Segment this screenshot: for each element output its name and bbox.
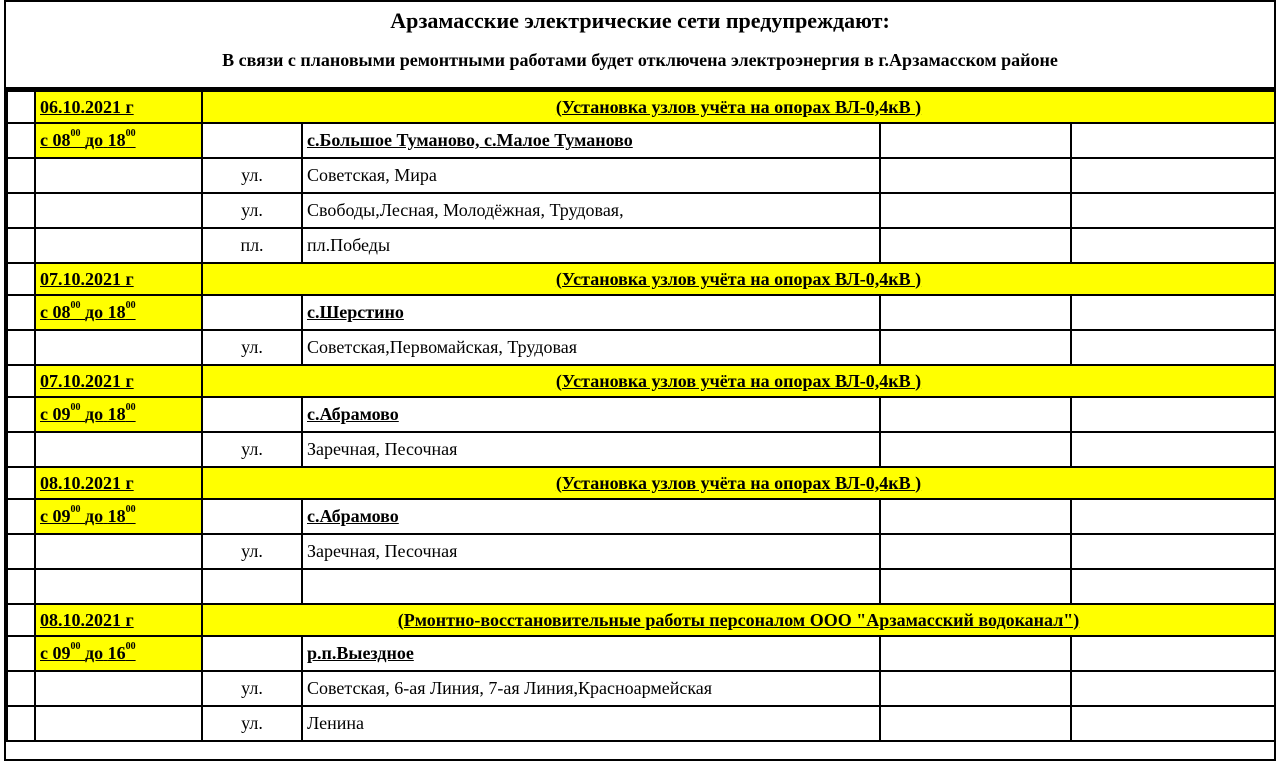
time-range-cell: [35, 193, 202, 228]
time-to-word: до: [85, 130, 104, 150]
street-row: [7, 432, 1275, 467]
settlement-row: [7, 499, 1275, 534]
street-names-cell: Советская,Первомайская, Трудовая: [302, 330, 880, 365]
settlement-name-cell: с.Шерстино: [302, 295, 880, 330]
extra-cell: [880, 636, 1071, 671]
time-to-hour: 18: [107, 302, 126, 322]
time-range-cell: [35, 228, 202, 263]
time-from-hour: 08: [52, 130, 71, 150]
time-to-minutes: 00: [125, 504, 136, 515]
time-to-word: до: [85, 302, 104, 322]
extra-cell: [880, 706, 1071, 741]
time-range-cell: [35, 330, 202, 365]
settlement-row: [7, 636, 1275, 671]
street-row: [7, 706, 1275, 741]
type-cell: [202, 636, 302, 671]
work-description-cell: (Установка узлов учёта на опорах ВЛ-0,4кВ ): [202, 91, 1275, 123]
row-marker-cell: [7, 228, 35, 263]
date-cell: 07.10.2021 г: [35, 263, 202, 295]
outage-notice-sheet: [4, 0, 1276, 761]
extra-cell: [880, 432, 1071, 467]
time-from-hour: 09: [52, 643, 71, 663]
time-from-minutes: 00: [70, 128, 81, 139]
time-range-cell: [35, 432, 202, 467]
schedule-date-row: [7, 604, 1275, 636]
time-range-cell: [35, 158, 202, 193]
work-description-cell: (Установка узлов учёта на опорах ВЛ-0,4кВ ): [202, 467, 1275, 499]
extra-cell: [1071, 193, 1275, 228]
time-range-cell: [35, 706, 202, 741]
schedule-date-row: [7, 467, 1275, 499]
extra-cell: [880, 330, 1071, 365]
extra-cell: [880, 123, 1071, 158]
time-from-word: с: [40, 506, 48, 526]
settlement-name-cell: р.п.Выездное: [302, 636, 880, 671]
time-range-cell: [35, 397, 202, 432]
street-type-cell: ул.: [202, 706, 302, 741]
street-type-cell: ул.: [202, 534, 302, 569]
street-type-cell: ул.: [202, 193, 302, 228]
time-range-cell: [35, 534, 202, 569]
extra-cell: [1071, 397, 1275, 432]
extra-cell: [1071, 158, 1275, 193]
date-cell: 08.10.2021 г: [35, 467, 202, 499]
extra-cell: [880, 569, 1071, 604]
time-range-cell: [35, 671, 202, 706]
time-to-word: до: [85, 404, 104, 424]
time-to-minutes: 00: [125, 402, 136, 413]
outage-schedule-table: [6, 90, 1276, 742]
time-from-word: с: [40, 404, 48, 424]
row-marker-cell: [7, 91, 35, 123]
street-names-cell: Ленина: [302, 706, 880, 741]
street-names-cell: Заречная, Песочная: [302, 534, 880, 569]
notice-title: Арзамасские электрические сети предупреждают:: [390, 8, 890, 33]
extra-cell: [1071, 569, 1275, 604]
time-range-cell: [35, 123, 202, 158]
time-range-cell: [35, 499, 202, 534]
time-range-cell: [35, 569, 202, 604]
extra-cell: [880, 397, 1071, 432]
row-marker-cell: [7, 295, 35, 330]
time-from-minutes: 00: [70, 402, 81, 413]
street-type-cell: ул.: [202, 432, 302, 467]
extra-cell: [880, 534, 1071, 569]
type-cell: [202, 397, 302, 432]
row-marker-cell: [7, 671, 35, 706]
time-to-hour: 18: [107, 506, 126, 526]
street-type-cell: ул.: [202, 330, 302, 365]
date-cell: 06.10.2021 г: [35, 91, 202, 123]
extra-cell: [1071, 499, 1275, 534]
schedule-date-row: [7, 91, 1275, 123]
extra-cell: [1071, 432, 1275, 467]
extra-cell: [880, 499, 1071, 534]
empty-row: [7, 569, 1275, 604]
row-marker-cell: [7, 467, 35, 499]
street-names-cell: пл.Победы: [302, 228, 880, 263]
work-description-cell: (Рмонтно-восстановительные работы персоналом ООО "Арзамасский водоканал"): [202, 604, 1275, 636]
settlement-row: [7, 123, 1275, 158]
schedule-date-row: [7, 365, 1275, 397]
settlement-row: [7, 397, 1275, 432]
notice-subtitle: В связи с плановыми ремонтными работами будет отключена электроэнергия в г.Арзамасском районе: [222, 50, 1058, 70]
time-from-hour: 09: [52, 506, 71, 526]
extra-cell: [880, 228, 1071, 263]
row-marker-cell: [7, 604, 35, 636]
time-range-cell: [35, 636, 202, 671]
work-description-cell: (Установка узлов учёта на опорах ВЛ-0,4кВ ): [202, 365, 1275, 397]
type-cell: [202, 295, 302, 330]
street-row: [7, 330, 1275, 365]
schedule-date-row: [7, 263, 1275, 295]
notice-header: [6, 2, 1274, 90]
time-to-hour: 18: [107, 130, 126, 150]
time-from-minutes: 00: [70, 504, 81, 515]
row-marker-cell: [7, 499, 35, 534]
street-type-cell: ул.: [202, 158, 302, 193]
time-range-cell: [35, 295, 202, 330]
extra-cell: [1071, 330, 1275, 365]
type-cell: [202, 499, 302, 534]
row-marker-cell: [7, 365, 35, 397]
street-type-cell: ул.: [202, 671, 302, 706]
row-marker-cell: [7, 636, 35, 671]
time-from-minutes: 00: [70, 641, 81, 652]
street-names-cell: [302, 569, 880, 604]
row-marker-cell: [7, 330, 35, 365]
row-marker-cell: [7, 569, 35, 604]
date-cell: 08.10.2021 г: [35, 604, 202, 636]
schedule-body: [7, 91, 1275, 741]
street-row: [7, 671, 1275, 706]
date-cell: 07.10.2021 г: [35, 365, 202, 397]
time-to-minutes: 00: [125, 128, 136, 139]
street-row: [7, 534, 1275, 569]
time-from-hour: 08: [52, 302, 71, 322]
street-row: [7, 228, 1275, 263]
street-row: [7, 193, 1275, 228]
extra-cell: [1071, 534, 1275, 569]
time-to-hour: 18: [107, 404, 126, 424]
extra-cell: [1071, 123, 1275, 158]
street-names-cell: Советская, 6-ая Линия, 7-ая Линия,Красноармейская: [302, 671, 880, 706]
extra-cell: [880, 158, 1071, 193]
row-marker-cell: [7, 123, 35, 158]
row-marker-cell: [7, 193, 35, 228]
settlement-row: [7, 295, 1275, 330]
row-marker-cell: [7, 158, 35, 193]
street-row: [7, 158, 1275, 193]
street-type-cell: пл.: [202, 228, 302, 263]
time-to-minutes: 00: [125, 300, 136, 311]
work-description-cell: (Установка узлов учёта на опорах ВЛ-0,4кВ ): [202, 263, 1275, 295]
extra-cell: [880, 295, 1071, 330]
street-names-cell: Заречная, Песочная: [302, 432, 880, 467]
settlement-name-cell: с.Абрамово: [302, 499, 880, 534]
time-to-minutes: 00: [125, 641, 136, 652]
extra-cell: [1071, 636, 1275, 671]
time-to-word: до: [85, 506, 104, 526]
row-marker-cell: [7, 534, 35, 569]
settlement-name-cell: с.Большое Туманово, с.Малое Туманово: [302, 123, 880, 158]
row-marker-cell: [7, 432, 35, 467]
settlement-name-cell: с.Абрамово: [302, 397, 880, 432]
row-marker-cell: [7, 263, 35, 295]
row-marker-cell: [7, 397, 35, 432]
type-cell: [202, 123, 302, 158]
extra-cell: [1071, 671, 1275, 706]
extra-cell: [1071, 295, 1275, 330]
time-from-word: с: [40, 130, 48, 150]
time-from-word: с: [40, 643, 48, 663]
time-from-word: с: [40, 302, 48, 322]
extra-cell: [1071, 228, 1275, 263]
street-names-cell: Свободы,Лесная, Молодёжная, Трудовая,: [302, 193, 880, 228]
extra-cell: [880, 671, 1071, 706]
row-marker-cell: [7, 706, 35, 741]
time-to-hour: 16: [107, 643, 126, 663]
extra-cell: [880, 193, 1071, 228]
type-cell: [202, 569, 302, 604]
street-names-cell: Советская, Мира: [302, 158, 880, 193]
time-from-minutes: 00: [70, 300, 81, 311]
time-from-hour: 09: [52, 404, 71, 424]
time-to-word: до: [85, 643, 104, 663]
extra-cell: [1071, 706, 1275, 741]
